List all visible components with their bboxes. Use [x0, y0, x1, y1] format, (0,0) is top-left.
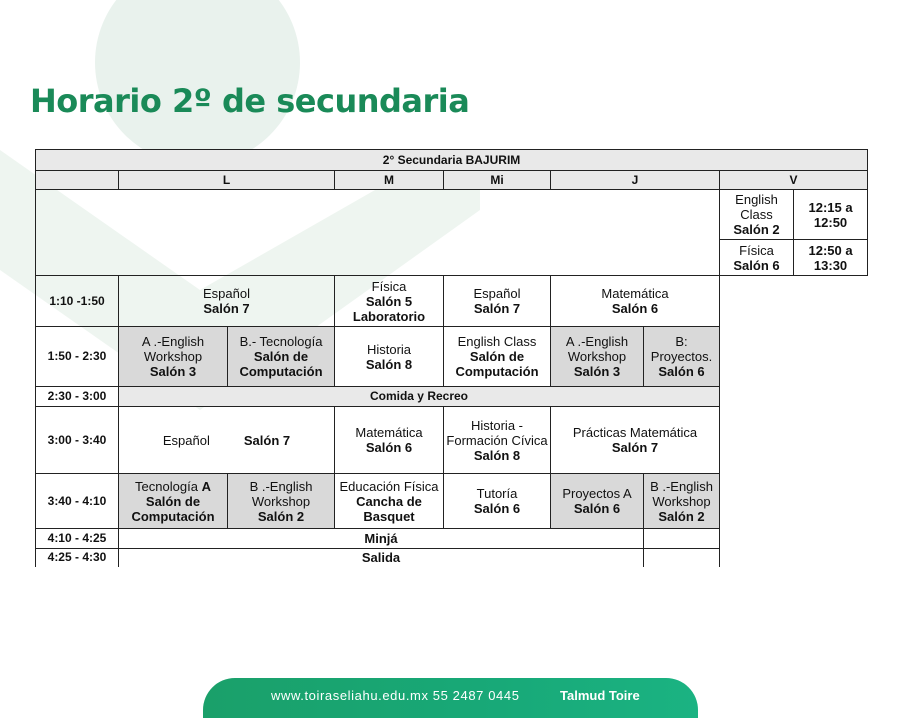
- class-subject: Física: [371, 278, 407, 294]
- friday-class-cell: [720, 190, 794, 240]
- class-room: Salón 3: [573, 364, 621, 379]
- friday-time-cell: [794, 190, 868, 240]
- class-cell-l: [119, 276, 335, 327]
- footer-bar: [203, 678, 698, 718]
- class-subject: Proyectos A: [562, 486, 632, 501]
- friday-class-time: 12:15 a 12:50: [808, 199, 853, 230]
- empty-morning-block: [36, 190, 720, 276]
- empty-friday-column: [720, 276, 868, 567]
- friday-class-subject: Física: [739, 242, 774, 258]
- class-cell-l-group-b: [228, 474, 335, 529]
- friday-class-subject: English Class: [735, 192, 778, 222]
- class-cell-mi: [444, 474, 551, 529]
- class-subject: Tutoría: [476, 486, 518, 501]
- class-room: Salón 7: [203, 301, 250, 316]
- schedule-table: [35, 149, 868, 567]
- class-cell-mi: [444, 327, 551, 387]
- class-room: Cancha de Basquet: [356, 493, 422, 524]
- class-subject: Tecnología: [135, 478, 198, 494]
- friday-class-room: Salón 6: [733, 257, 780, 273]
- class-cell-j-group-a: [551, 327, 644, 387]
- class-cell-m: [335, 276, 444, 327]
- class-cell-j: [551, 407, 720, 474]
- time-slot-cell: 4:25 - 4:30: [36, 549, 119, 567]
- class-room: Salón de Computación: [131, 493, 215, 524]
- class-room: Salón 7: [611, 440, 659, 455]
- day-header-mi: Mi: [444, 171, 551, 190]
- class-cell-mi: [444, 407, 551, 474]
- class-subject: English Class: [457, 334, 537, 349]
- day-header-l: L: [119, 171, 335, 190]
- class-cell-l-group-b: [228, 327, 335, 387]
- class-room: Salón 5: [365, 293, 413, 309]
- class-subject: Español: [473, 286, 521, 301]
- time-slot-cell: 2:30 - 3:00: [36, 387, 119, 407]
- class-subject: Educación Física: [339, 478, 439, 494]
- class-cell-l-group-a: [119, 474, 228, 529]
- day-header-j: J: [551, 171, 720, 190]
- footer-brand: Talmud Toire: [560, 688, 640, 703]
- minja-row-label: Minjá: [119, 529, 644, 549]
- class-room: Salón de Computación: [455, 349, 539, 379]
- class-room: Salón 2: [658, 508, 705, 524]
- class-subject: Español: [162, 432, 210, 448]
- class-room: Salón 3: [149, 364, 197, 379]
- empty-cell: [644, 549, 720, 567]
- friday-class-cell: [720, 240, 794, 276]
- footer-contact: www.toiraseliahu.edu.mx 55 2487 0445: [271, 688, 520, 703]
- class-subject: Historia - Formación Cívica: [446, 417, 548, 448]
- time-slot-cell: 1:50 - 2:30: [36, 327, 119, 387]
- class-subject: B .-English Workshop: [249, 478, 313, 509]
- class-subject: Historia: [366, 341, 412, 357]
- class-cell-j-group-a: [551, 474, 644, 529]
- class-cell-j-group-b: [644, 327, 720, 387]
- class-subject: Matemática: [601, 286, 669, 301]
- time-slot-cell: 1:10 -1:50: [36, 276, 119, 327]
- friday-time-cell: [794, 240, 868, 276]
- class-room: Salón 6: [658, 364, 705, 379]
- day-header-v: V: [720, 171, 868, 190]
- class-subject: Matemática: [355, 425, 423, 440]
- group-mark: A: [201, 478, 211, 494]
- class-room: Salón 6: [573, 501, 621, 516]
- class-subject: Prácticas Matemática: [572, 425, 698, 440]
- page-title: Horario 2º de secundaria: [30, 82, 470, 120]
- class-cell-m: [335, 474, 444, 529]
- class-room: Salón de Computación: [239, 349, 323, 379]
- time-slot-cell: 3:00 - 3:40: [36, 407, 119, 474]
- class-room-extra: Laboratorio: [352, 308, 426, 324]
- class-cell-j-group-b: [644, 474, 720, 529]
- table-caption: 2° Secundaria BAJURIM: [36, 150, 868, 171]
- corner-header-cell: [36, 171, 119, 190]
- class-cell-j: [551, 276, 720, 327]
- class-subject: A .-English Workshop: [565, 334, 629, 364]
- class-room: Salón 6: [473, 501, 521, 516]
- class-subject: B: Proyectos.: [650, 334, 713, 364]
- friday-class-time: 12:50 a 13:30: [808, 242, 853, 273]
- dismissal-row-label: Salida: [119, 549, 644, 567]
- class-room: Salón 8: [473, 447, 521, 463]
- class-room: Salón 6: [611, 301, 659, 316]
- class-subject: Español: [203, 286, 250, 301]
- break-row-label: Comida y Recreo: [119, 387, 720, 407]
- day-header-m: M: [335, 171, 444, 190]
- class-cell-m: [335, 327, 444, 387]
- class-cell-l: [119, 407, 335, 474]
- class-subject: B .-English Workshop: [650, 478, 713, 509]
- class-room: Salón 2: [257, 508, 305, 524]
- time-slot-cell: 4:10 - 4:25: [36, 529, 119, 549]
- class-cell-l-group-a: [119, 327, 228, 387]
- empty-cell: [644, 529, 720, 549]
- class-subject: A .-English Workshop: [141, 334, 205, 364]
- class-room: Salón 7: [243, 432, 291, 448]
- friday-class-room: Salón 2: [733, 222, 780, 237]
- time-slot-cell: 3:40 - 4:10: [36, 474, 119, 529]
- class-cell-mi: [444, 276, 551, 327]
- class-room: Salón 7: [473, 301, 521, 316]
- class-room: Salón 6: [365, 440, 413, 455]
- class-room: Salón 8: [365, 356, 413, 372]
- class-subject-line: [121, 479, 225, 494]
- class-subject: B.- Tecnología: [239, 334, 323, 349]
- class-cell-m: [335, 407, 444, 474]
